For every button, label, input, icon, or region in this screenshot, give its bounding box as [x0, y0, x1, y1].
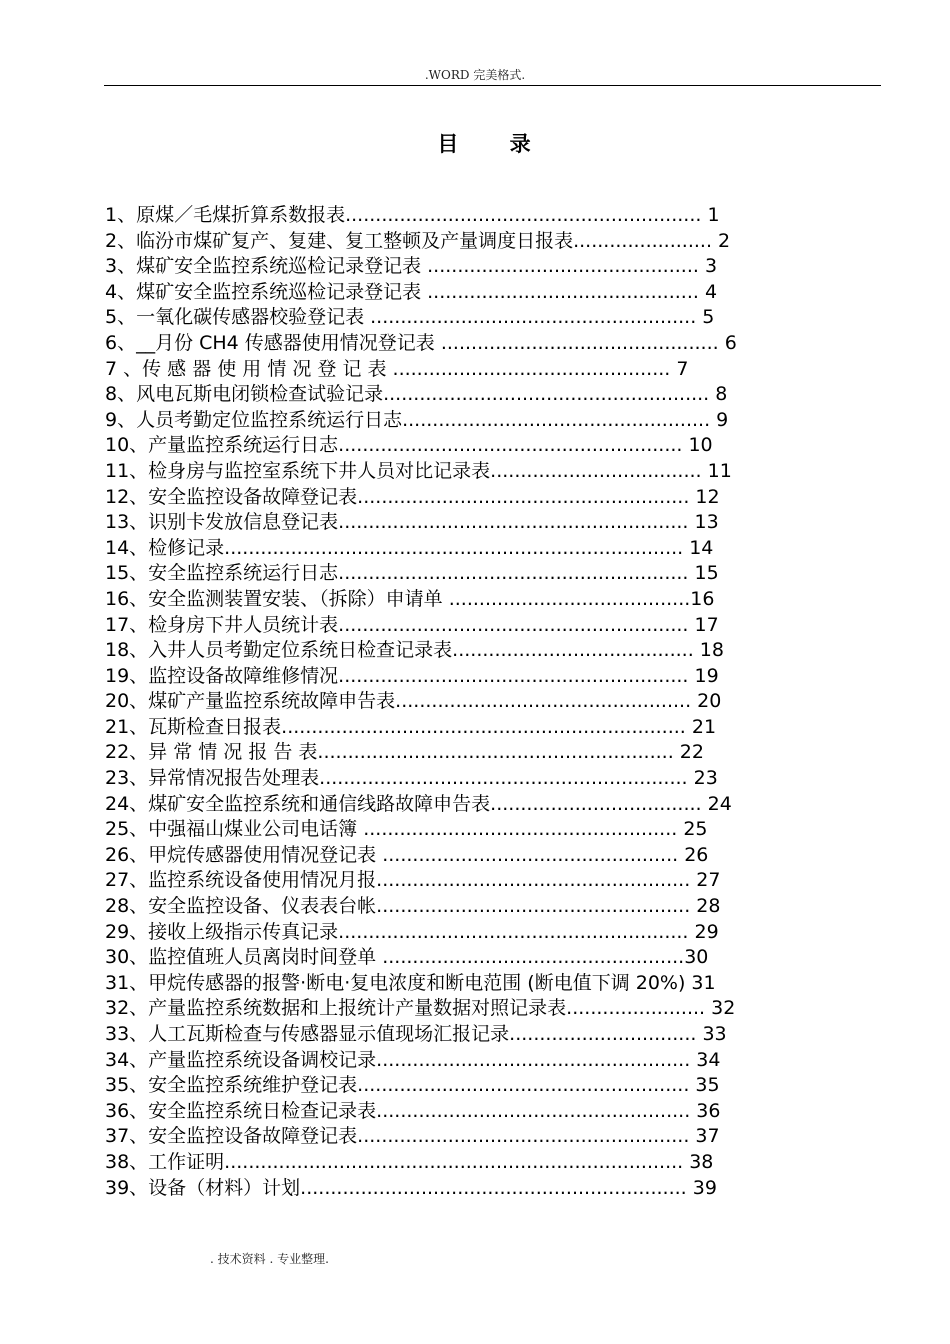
toc-entry[interactable]: 1、原煤／毛煤折算系数报表........................................................... 1 [105, 204, 720, 226]
toc-entry[interactable]: 32、产量监控系统数据和上报统计产量数据对照记录表....................... 32 [105, 997, 736, 1020]
toc-entry[interactable]: 30、监控值班人员离岗时间登单 ..................................................30 [105, 946, 709, 969]
toc-entry[interactable]: 19、监控设备故障维修情况.......................................................... 19 [105, 664, 719, 687]
page-header: .WORD 完美格式. [424, 68, 526, 82]
toc-entry[interactable]: 13、识别卡发放信息登记表.......................................................... 13 [105, 511, 719, 534]
toc-entry[interactable]: 31、甲烷传感器的报警·断电·复电浓度和断电范围 (断电值下调 20%) 31 [105, 971, 716, 994]
toc-entry[interactable]: 29、接收上级指示传真记录.......................................................... 29 [105, 920, 719, 943]
toc-entry[interactable]: 16、安全监测装置安装、（拆除）申请单 ........................................16 [105, 587, 715, 610]
toc-entry[interactable]: 4、煤矿安全监控系统巡检记录登记表 ............................................. 4 [105, 280, 718, 303]
toc-entry[interactable]: 34、产量监控系统设备调校记录.................................................... 34 [105, 1048, 721, 1071]
table-of-contents [105, 203, 865, 1201]
toc-entry[interactable]: 12、安全监控设备故障登记表....................................................... 12 [105, 485, 720, 508]
toc-entry[interactable]: 38、工作证明............................................................................ 38 [105, 1150, 714, 1173]
toc-entry[interactable]: 28、安全监控设备、仪表表台帐.................................................... 28 [105, 895, 721, 918]
toc-entry[interactable]: 23、异常情况报告处理表............................................................. 23 [105, 767, 718, 790]
toc-entry[interactable]: 36、安全监控系统日检查记录表.................................................... 36 [105, 1099, 721, 1122]
toc-entry[interactable]: 24、煤矿安全监控系统和通信线路故障申告表................................... 24 [105, 792, 732, 815]
toc-entry[interactable]: 33、人工瓦斯检查与传感器显示值现场汇报记录............................... 33 [105, 1023, 727, 1045]
toc-entry[interactable]: 17、检身房下井人员统计表.......................................................... 17 [105, 613, 719, 636]
toc-entry[interactable]: 26、甲烷传感器使用情况登记表 ................................................. 26 [105, 843, 709, 866]
header-divider [104, 85, 881, 86]
page-footer: . 技术资料 . 专业整理. [210, 1252, 329, 1266]
toc-entry[interactable]: 21、瓦斯检查日报表................................................................... 21 [105, 715, 717, 738]
toc-entry[interactable]: 3、煤矿安全监控系统巡检记录登记表 ............................................. 3 [105, 255, 718, 278]
toc-entry[interactable]: 25、中强福山煤业公司电话簿 .................................................... 25 [105, 818, 708, 841]
toc-entry[interactable]: 35、安全监控系统维护登记表....................................................... 35 [105, 1074, 720, 1097]
toc-entry[interactable]: 2、临汾市煤矿复产、复建、复工整顿及产量调度日报表....................... 2 [105, 229, 731, 252]
toc-entry[interactable]: 14、检修记录............................................................................ 14 [105, 536, 714, 559]
toc-entry[interactable]: 18、入井人员考勤定位系统日检查记录表........................................ 18 [105, 639, 724, 662]
toc-entry[interactable]: 7 、传 感 器 使 用 情 况 登 记 表 .............................................. 7 [105, 357, 689, 380]
toc-entry[interactable]: 15、安全监控系统运行日志.......................................................... 15 [105, 562, 719, 585]
toc-title: 目 录 [437, 132, 553, 156]
toc-entry[interactable]: 27、监控系统设备使用情况月报.................................................... 27 [105, 869, 721, 892]
toc-entry[interactable]: 39、设备（材料）计划................................................................ 39 [105, 1176, 717, 1199]
toc-entry[interactable]: 5、一氧化碳传感器校验登记表 ...................................................... 5 [105, 306, 715, 329]
toc-entry[interactable]: 8、风电瓦斯电闭锁检查试验记录...................................................... 8 [105, 383, 728, 406]
toc-entry[interactable]: 11、检身房与监控室系统下井人员对比记录表................................... 11 [105, 459, 732, 482]
toc-entry[interactable]: 37、安全监控设备故障登记表....................................................... 37 [105, 1125, 720, 1148]
toc-entry[interactable]: 9、人员考勤定位监控系统运行日志................................................... 9 [105, 408, 729, 431]
toc-entry[interactable]: 20、煤矿产量监控系统故障申告表................................................. 20 [105, 690, 722, 713]
toc-entry[interactable]: 6、__月份 CH4 传感器使用情况登记表 .............................................. 6 [105, 331, 737, 354]
toc-entry[interactable]: 22、异 常 情 况 报 告 表........................................................... 22 [105, 741, 704, 764]
toc-entry[interactable]: 10、产量监控系统运行日志......................................................... 10 [105, 434, 713, 457]
